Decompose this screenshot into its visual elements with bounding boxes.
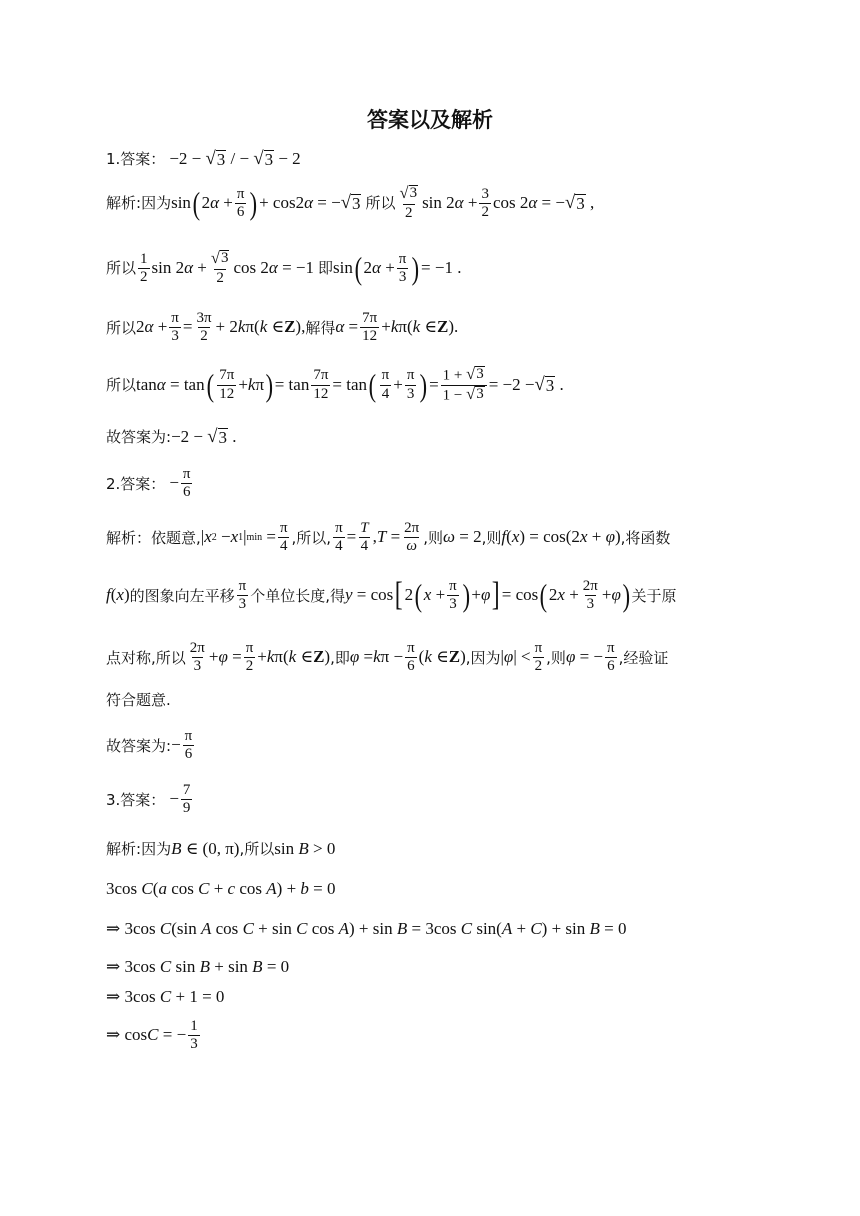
q2-eq-5: f(x) (106, 585, 130, 605)
q1-so-3: 所以 (106, 318, 137, 337)
q2-then-2: ,则 (481, 528, 502, 547)
q2-verify: ,经验证 (618, 648, 669, 667)
q1-because: 因为 (141, 194, 172, 213)
q2-then-3: ,则 (546, 648, 566, 667)
q3-eq-2: sin B > 0 (274, 839, 336, 858)
q2-about-origin: 关于原 (631, 586, 677, 605)
q3-so: ,所以 (239, 840, 275, 859)
q3-eq-4: ⇒ 3cos C(sin A cos C + sin C cos A) + sin B = 3cos C sin(A + C) + sin B = 0 (106, 919, 627, 938)
q2-eq-4: f(x) = cos(2x + φ) (501, 527, 621, 547)
q3-answer (106, 782, 756, 818)
q3-eq-3: 3cos C(a cos C + c cos A) + b = 0 (106, 879, 336, 898)
q2-answer-expr: − $\frac{\pi}{6}$ (169, 466, 191, 501)
q2-eq-1: | x 2 − x 1 | min = $\frac{\pi}{4}$ (200, 520, 288, 555)
q2-analysis-line-1 (106, 520, 756, 556)
q1-eq-1: sin ( 2 α + $\frac{\pi}{6}$ ) + cos2 α = − √ 3 (171, 184, 361, 221)
q2-analysis-line-4 (106, 692, 756, 709)
q1-conclusion (106, 428, 756, 447)
q3-step-4 (106, 988, 756, 1007)
q1-answer-expr: −2 − √ 3 / − √ 3 − 2 (169, 148, 301, 170)
q1-analysis-line-2 (106, 250, 756, 287)
q1-eq-5: 2 α + $\frac{\pi}{3}$ = $\frac{3\pi}{2}$ + 2 k π( k ∈ Z ), (136, 310, 306, 345)
q2-shift-b: 的图象向左平移 (129, 586, 235, 605)
q3-step-3 (106, 958, 756, 977)
q3-answer-label: 3.答案： (106, 790, 166, 809)
q2-eq-11: φ = − $\frac{\pi}{6}$ (565, 640, 615, 675)
q3-eq-7: ⇒ cos C = − $\frac{1}{3}$ (106, 1018, 198, 1053)
q2-final: − $\frac{\pi}{6}$ (171, 728, 193, 763)
q2-eq-9: φ = k π − $\frac{\pi}{6}$ ( k ∈ Z ) (349, 640, 466, 675)
q2-conclusion (106, 728, 756, 764)
q1-eq-6: α = $\frac{7\pi}{12}$ + k π( k ∈ Z ). (335, 310, 459, 345)
q1-analysis-line-1 (106, 185, 756, 222)
q2-eq-8: $\frac{2\pi}{3}$ + φ = $\frac{\pi}{2}$ + k π( k ∈ Z ) (189, 640, 331, 675)
q3-because: 因为 (141, 840, 172, 859)
q2-eq-7: y = cos [ 2 ( x + $\frac{\pi}{3}$ ) + φ ] = cos ( 2 x + $\frac{2\pi}{3}$ + φ ) (345, 576, 630, 614)
q2-thus: ,即 (330, 648, 350, 667)
q2-yitiyi: 依题意, (151, 528, 201, 547)
q1-eq-7: tan α = tan ( $\frac{7\pi}{12}$ + k π ) = tan $\frac{7\pi}{12}$ = tan ( $\frac{\pi}{4}$ + $\frac{\pi}{3}$ ) = 1 + √ 3 1 − √ 3 = −2 − √ 3 . (136, 364, 564, 403)
page-title: 答案以及解析 (367, 108, 493, 132)
q2-eq-6: $\frac{\pi}{3}$ (238, 578, 247, 613)
q1-answer (106, 150, 756, 169)
q1-so-4: 所以 (106, 375, 137, 394)
q2-analysis-label: 解析： (106, 528, 152, 547)
q3-step-2 (106, 920, 756, 939)
q2-eq-10: | φ | < $\frac{\pi}{2}$ (500, 640, 543, 675)
q1-solve: 解得 (305, 318, 336, 337)
q1-analysis-line-4 (106, 366, 756, 404)
q2-shift-c: 个单位长度,得 (250, 586, 345, 605)
q2-answer-label: 2.答案： (106, 474, 166, 493)
q2-fits: 符合题意. (106, 691, 171, 709)
q2-eq-2: $\frac{\pi}{4}$ = $\frac{T}{4}$ , T = $\frac{2\pi}{\omega}$ (335, 520, 420, 555)
q2-eq-3: ω = 2 (443, 527, 482, 547)
q3-analysis-line-1 (106, 840, 756, 859)
q1-analysis-label: 解析: (106, 194, 142, 213)
q1-analysis-line-3 (106, 310, 756, 346)
q1-thus: 即 (318, 259, 334, 278)
q2-analysis-line-3 (106, 640, 756, 676)
q1-conclusion-label: 故答案为: (106, 428, 172, 447)
q2-then-1: ,则 (423, 528, 444, 547)
q3-answer-expr: − $\frac{7}{9}$ (169, 782, 191, 817)
q3-step-1 (106, 880, 756, 899)
q1-eq-3: $\frac{1}{2}$ sin 2 α + √ 3 2 cos 2 α = −1 (140, 248, 314, 286)
q1-so-2: 所以 (106, 259, 137, 278)
q3-eq-5: ⇒ 3cos C sin B + sin B = 0 (106, 957, 290, 976)
q3-analysis-label: 解析: (106, 840, 142, 859)
q1-eq-2: √ 3 2 sin 2 α + $\frac{3}{2}$ cos 2 α = − √ 3 , (399, 183, 595, 221)
q1-eq-4: sin ( 2 α + $\frac{\pi}{3}$ ) = −1 . (333, 249, 462, 286)
q2-shift-a: ,将函数 (620, 528, 671, 547)
q3-eq-1: B ∈ (0, π) (171, 839, 240, 858)
q1-final: −2 − √ 3 . (171, 426, 237, 448)
q3-eq-6: ⇒ 3cos C + 1 = 0 (106, 987, 225, 1006)
q2-so: ,所以, (291, 528, 332, 547)
q1-answer-label: 1.答案： (106, 150, 166, 169)
q2-symmetric: 点对称,所以 (106, 648, 186, 667)
q2-answer (106, 466, 756, 502)
q2-analysis-line-2 (106, 578, 756, 614)
q2-because: ,因为 (465, 648, 501, 667)
q2-conclusion-label: 故答案为: (106, 736, 172, 755)
q1-so-1: 所以 (365, 194, 396, 213)
q3-step-5 (106, 1018, 756, 1054)
